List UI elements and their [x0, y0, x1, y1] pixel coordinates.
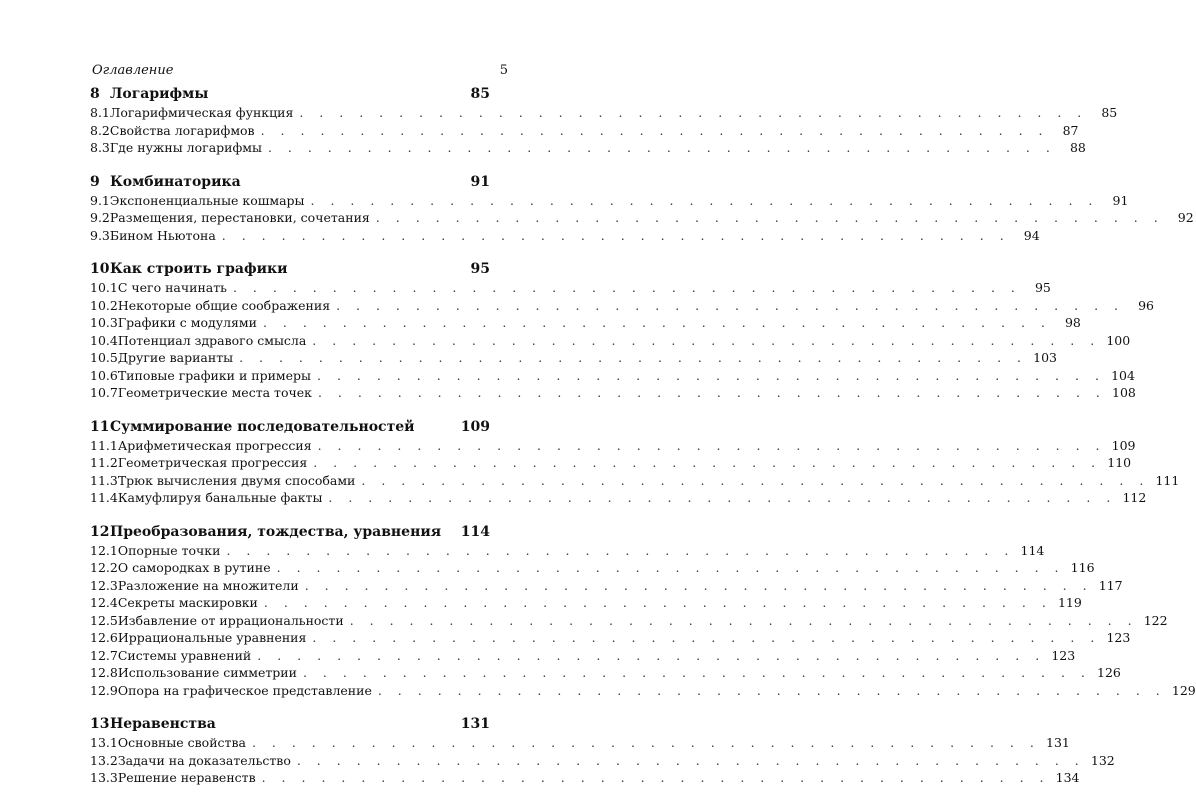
section-title: Основные свойства	[117, 735, 246, 750]
dot-leader: . . . . . . . . . . . . . . . . . . . . . . . . . . . . . . . . . . . . . . . .	[267, 140, 1056, 155]
section-title: Секреты маскировки	[117, 595, 258, 610]
section-number: 10.1	[90, 280, 118, 295]
section-page: 131	[1046, 735, 1070, 750]
section-title: Бином Ньютона	[109, 227, 216, 243]
toc-section-entry[interactable]	[90, 542, 1045, 560]
dot-leader: . . . . . . . . . . . . . . . . . . . . . . . . . . . . . . . . . . . . . . . .	[361, 472, 1150, 488]
chapter-heading[interactable]	[90, 84, 490, 104]
toc-section-entry[interactable]	[90, 647, 1076, 665]
section-number: 9.2	[90, 210, 110, 225]
section-page: 116	[1070, 560, 1095, 575]
section-number: 10.2	[90, 297, 118, 313]
section-page: 134	[1055, 770, 1080, 785]
dot-leader: . . . . . . . . . . . . . . . . . . . . . . . . . . . . . . . . . . . . . . . .	[375, 210, 1164, 225]
section-number: 13.3	[90, 770, 118, 785]
section-title: Экспоненциальные кошмары	[109, 192, 305, 208]
toc-chapter	[90, 84, 1118, 157]
section-page: 96	[1138, 297, 1154, 313]
section-title: Другие варианты	[117, 350, 234, 365]
toc-chapter	[90, 172, 1194, 245]
toc-chapter	[90, 259, 1154, 402]
section-number: 10.6	[90, 367, 118, 383]
section-title: О самородках в рутине	[117, 560, 271, 575]
section-title: Иррациональные уравнения	[117, 630, 307, 645]
section-number: 10.7	[90, 385, 118, 400]
toc-section-entry[interactable]	[90, 297, 1154, 315]
section-page: 100	[1106, 332, 1131, 348]
toc-section-entry[interactable]	[90, 122, 1079, 140]
section-number: 13.2	[90, 752, 118, 768]
section-number: 12.9	[90, 682, 118, 698]
toc-chapter	[90, 522, 1196, 700]
chapter-number: 12	[90, 523, 110, 540]
section-number: 12.5	[90, 612, 118, 628]
section-page: 111	[1155, 472, 1180, 488]
chapter-number: 10	[90, 261, 110, 277]
chapter-page: 131	[460, 716, 490, 732]
section-title: Логарифмическая функция	[109, 105, 294, 120]
section-number: 11.3	[90, 472, 118, 488]
toc-section-entry[interactable]	[90, 472, 1180, 490]
section-page: 88	[1069, 140, 1086, 155]
toc-chapter	[90, 417, 1180, 507]
chapter-title: Как строить графики	[110, 261, 288, 277]
section-page: 87	[1062, 122, 1079, 138]
section-number: 8.2	[90, 122, 110, 138]
dot-leader: . . . . . . . . . . . . . . . . . . . . . . . . . . . . . . . . . . . . . . . .	[296, 752, 1085, 768]
chapter-title: Комбинаторика	[110, 173, 241, 190]
chapter-heading[interactable]	[90, 522, 490, 542]
section-page: 92	[1177, 210, 1194, 225]
dot-leader: . . . . . . . . . . . . . . . . . . . . . . . . . . . . . . . . . . . . . . . .	[312, 332, 1101, 348]
toc-section-entry[interactable]	[90, 594, 1082, 612]
section-number: 13.1	[90, 735, 118, 750]
section-number: 9.3	[90, 227, 110, 243]
section-number: 11.2	[90, 455, 118, 470]
toc-section-entry[interactable]	[90, 752, 1115, 770]
table-of-contents	[90, 84, 1196, 802]
section-title: Камуфлируя банальные факты	[117, 490, 323, 505]
chapter-number: 9	[90, 173, 100, 190]
section-number: 12.6	[90, 630, 118, 645]
chapter-page: 114	[460, 523, 490, 540]
section-title: Задачи на доказательство	[117, 752, 291, 768]
chapter-page: 91	[470, 173, 490, 190]
dot-leader: . . . . . . . . . . . . . . . . . . . . . . . . . . . . . . . . . . . . . . . .	[310, 192, 1099, 208]
section-page: 112	[1122, 490, 1147, 505]
section-number: 12.2	[90, 560, 118, 575]
section-page: 117	[1098, 577, 1123, 593]
section-page: 123	[1106, 630, 1131, 645]
dot-leader: . . . . . . . . . . . . . . . . . . . . . . . . . . . . . . . . . . . . . . . .	[260, 122, 1049, 138]
section-page: 123	[1051, 647, 1076, 663]
dot-leader: . . . . . . . . . . . . . . . . . . . . . . . . . . . . . . . . . . . . . . . .	[257, 647, 1046, 663]
section-title: Где нужны логарифмы	[109, 140, 262, 155]
section-page: 122	[1143, 612, 1168, 628]
toc-section-entry[interactable]	[90, 139, 1086, 157]
section-title: Трюк вычисления двумя способами	[117, 472, 356, 488]
dot-leader: . . . . . . . . . . . . . . . . . . . . . . . . . . . . . . . . . . . . . . . .	[313, 455, 1102, 470]
section-number: 12.3	[90, 577, 118, 593]
section-page: 95	[1034, 280, 1051, 295]
toc-section-entry[interactable]	[90, 209, 1194, 227]
toc-section-entry[interactable]	[90, 437, 1136, 455]
section-page: 104	[1111, 367, 1135, 383]
section-title: Типовые графики и примеры	[117, 367, 312, 383]
section-number: 12.4	[90, 595, 118, 610]
section-number: 12.1	[90, 542, 118, 558]
chapter-title: Неравенства	[110, 716, 216, 732]
section-number: 10.4	[90, 332, 118, 348]
toc-section-entry[interactable]	[90, 332, 1131, 350]
section-title: Опорные точки	[117, 542, 221, 558]
section-number: 12.7	[90, 647, 118, 663]
dot-leader: . . . . . . . . . . . . . . . . . . . . . . . . . . . . . . . . . . . . . . . .	[377, 682, 1166, 698]
chapter-title: Логарифмы	[110, 86, 209, 102]
section-number: 10.5	[90, 350, 118, 365]
section-title: Свойства логарифмов	[109, 122, 255, 138]
section-number: 8.1	[90, 105, 110, 120]
dot-leader: . . . . . . . . . . . . . . . . . . . . . . . . . . . . . . . . . . . . . . . .	[232, 280, 1021, 295]
section-number: 12.8	[90, 665, 118, 680]
section-page: 103	[1033, 350, 1057, 365]
section-page: 126	[1097, 665, 1121, 680]
section-page: 119	[1057, 595, 1082, 610]
section-page: 132	[1090, 752, 1115, 768]
chapter-title: Суммирование последовательностей	[110, 418, 415, 435]
toc-section-entry[interactable]	[90, 612, 1168, 630]
toc-section-entry[interactable]	[90, 734, 1070, 752]
chapter-heading[interactable]	[90, 417, 490, 437]
section-title: Размещения, перестановки, сочетания	[109, 210, 370, 225]
section-number: 8.3	[90, 140, 110, 155]
section-title: Решение неравенств	[117, 770, 256, 785]
section-page: 85	[1101, 105, 1118, 120]
dot-leader: . . . . . . . . . . . . . . . . . . . . . . . . . . . . . . . . . . . . . . . .	[221, 227, 1010, 243]
section-title: Графики с модулями	[117, 315, 257, 330]
section-title: С чего начинать	[117, 280, 227, 295]
dot-leader: . . . . . . . . . . . . . . . . . . . . . . . . . . . . . . . . . . . . . . . .	[276, 560, 1065, 575]
section-page: 114	[1020, 542, 1045, 558]
dot-leader: . . . . . . . . . . . . . . . . . . . . . . . . . . . . . . . . . . . . . . . .	[263, 595, 1052, 610]
chapter-heading[interactable]	[90, 714, 490, 734]
dot-leader: . . . . . . . . . . . . . . . . . . . . . . . . . . . . . . . . . . . . . . . .	[299, 105, 1088, 120]
section-title: Арифметическая прогрессия	[117, 437, 312, 453]
section-title: Системы уравнений	[117, 647, 252, 663]
toc-section-entry[interactable]	[90, 349, 1057, 367]
toc-section-entry[interactable]	[90, 629, 1131, 647]
section-title: Геометрические места точек	[117, 385, 312, 400]
toc-section-entry[interactable]	[90, 577, 1123, 595]
section-number: 11.4	[90, 490, 118, 505]
toc-section-entry[interactable]	[90, 489, 1147, 507]
section-number: 11.1	[90, 437, 118, 453]
section-title: Использование симметрии	[117, 665, 297, 680]
toc-section-entry[interactable]	[90, 227, 1040, 245]
chapter-page: 85	[470, 86, 490, 102]
section-page: 94	[1023, 227, 1040, 243]
toc-section-entry[interactable]	[90, 664, 1121, 682]
running-head-title: Оглавление	[92, 63, 174, 78]
chapter-page: 95	[470, 261, 490, 277]
section-number: 9.1	[90, 192, 110, 208]
chapter-page: 109	[460, 418, 490, 435]
chapter-number: 8	[90, 86, 100, 102]
section-title: Избавление от иррациональности	[117, 612, 344, 628]
chapter-number: 11	[90, 418, 110, 435]
dot-leader: . . . . . . . . . . . . . . . . . . . . . . . . . . . . . . . . . . . . . . . .	[261, 770, 1050, 785]
page-number: 5	[499, 63, 508, 78]
chapter-title: Преобразования, тождества, уравнения	[110, 523, 442, 540]
chapter-heading[interactable]	[90, 172, 490, 192]
dot-leader: . . . . . . . . . . . . . . . . . . . . . . . . . . . . . . . . . . . . . . . .	[302, 665, 1091, 680]
section-title: Геометрическая прогрессия	[117, 455, 308, 470]
chapter-heading[interactable]	[90, 259, 490, 279]
running-head	[92, 63, 508, 78]
dot-leader: . . . . . . . . . . . . . . . . . . . . . . . . . . . . . . . . . . . . . . . .	[317, 437, 1106, 453]
toc-section-entry[interactable]	[90, 384, 1136, 402]
dot-leader: . . . . . . . . . . . . . . . . . . . . . . . . . . . . . . . . . . . . . . . .	[317, 367, 1105, 383]
dot-leader: . . . . . . . . . . . . . . . . . . . . . . . . . . . . . . . . . . . . . . . .	[328, 490, 1117, 505]
section-number: 10.3	[90, 315, 118, 330]
toc-section-entry[interactable]	[90, 367, 1135, 385]
toc-section-entry[interactable]	[90, 279, 1051, 297]
dot-leader: . . . . . . . . . . . . . . . . . . . . . . . . . . . . . . . . . . . . . . . .	[317, 385, 1106, 400]
section-page: 98	[1064, 315, 1081, 330]
section-page: 109	[1111, 437, 1136, 453]
dot-leader: . . . . . . . . . . . . . . . . . . . . . . . . . . . . . . . . . . . . . . . .	[251, 735, 1040, 750]
dot-leader: . . . . . . . . . . . . . . . . . . . . . . . . . . . . . . . . . . . . . . . .	[239, 350, 1027, 365]
section-title: Опора на графическое представление	[117, 682, 372, 698]
section-title: Некоторые общие соображения	[117, 297, 331, 313]
toc-section-entry[interactable]	[90, 192, 1129, 210]
section-page: 110	[1107, 455, 1132, 470]
toc-section-entry[interactable]	[90, 104, 1118, 122]
section-page: 129	[1171, 682, 1196, 698]
toc-chapter	[90, 714, 1115, 787]
chapter-number: 13	[90, 716, 110, 732]
section-page: 108	[1112, 385, 1136, 400]
toc-section-entry[interactable]	[90, 559, 1095, 577]
toc-section-entry[interactable]	[90, 314, 1081, 332]
section-title: Потенциал здравого смысла	[117, 332, 307, 348]
section-title: Разложение на множители	[117, 577, 299, 593]
dot-leader: . . . . . . . . . . . . . . . . . . . . . . . . . . . . . . . . . . . . . . . .	[226, 542, 1015, 558]
toc-section-entry[interactable]	[90, 682, 1196, 700]
toc-section-entry[interactable]	[90, 769, 1080, 787]
dot-leader: . . . . . . . . . . . . . . . . . . . . . . . . . . . . . . . . . . . . . . . .	[336, 297, 1124, 313]
dot-leader: . . . . . . . . . . . . . . . . . . . . . . . . . . . . . . . . . . . . . . . .	[349, 612, 1138, 628]
dot-leader: . . . . . . . . . . . . . . . . . . . . . . . . . . . . . . . . . . . . . . . .	[304, 577, 1093, 593]
section-page: 91	[1112, 192, 1129, 208]
dot-leader: . . . . . . . . . . . . . . . . . . . . . . . . . . . . . . . . . . . . . . . .	[312, 630, 1101, 645]
dot-leader: . . . . . . . . . . . . . . . . . . . . . . . . . . . . . . . . . . . . . . . .	[262, 315, 1051, 330]
toc-section-entry[interactable]	[90, 454, 1132, 472]
